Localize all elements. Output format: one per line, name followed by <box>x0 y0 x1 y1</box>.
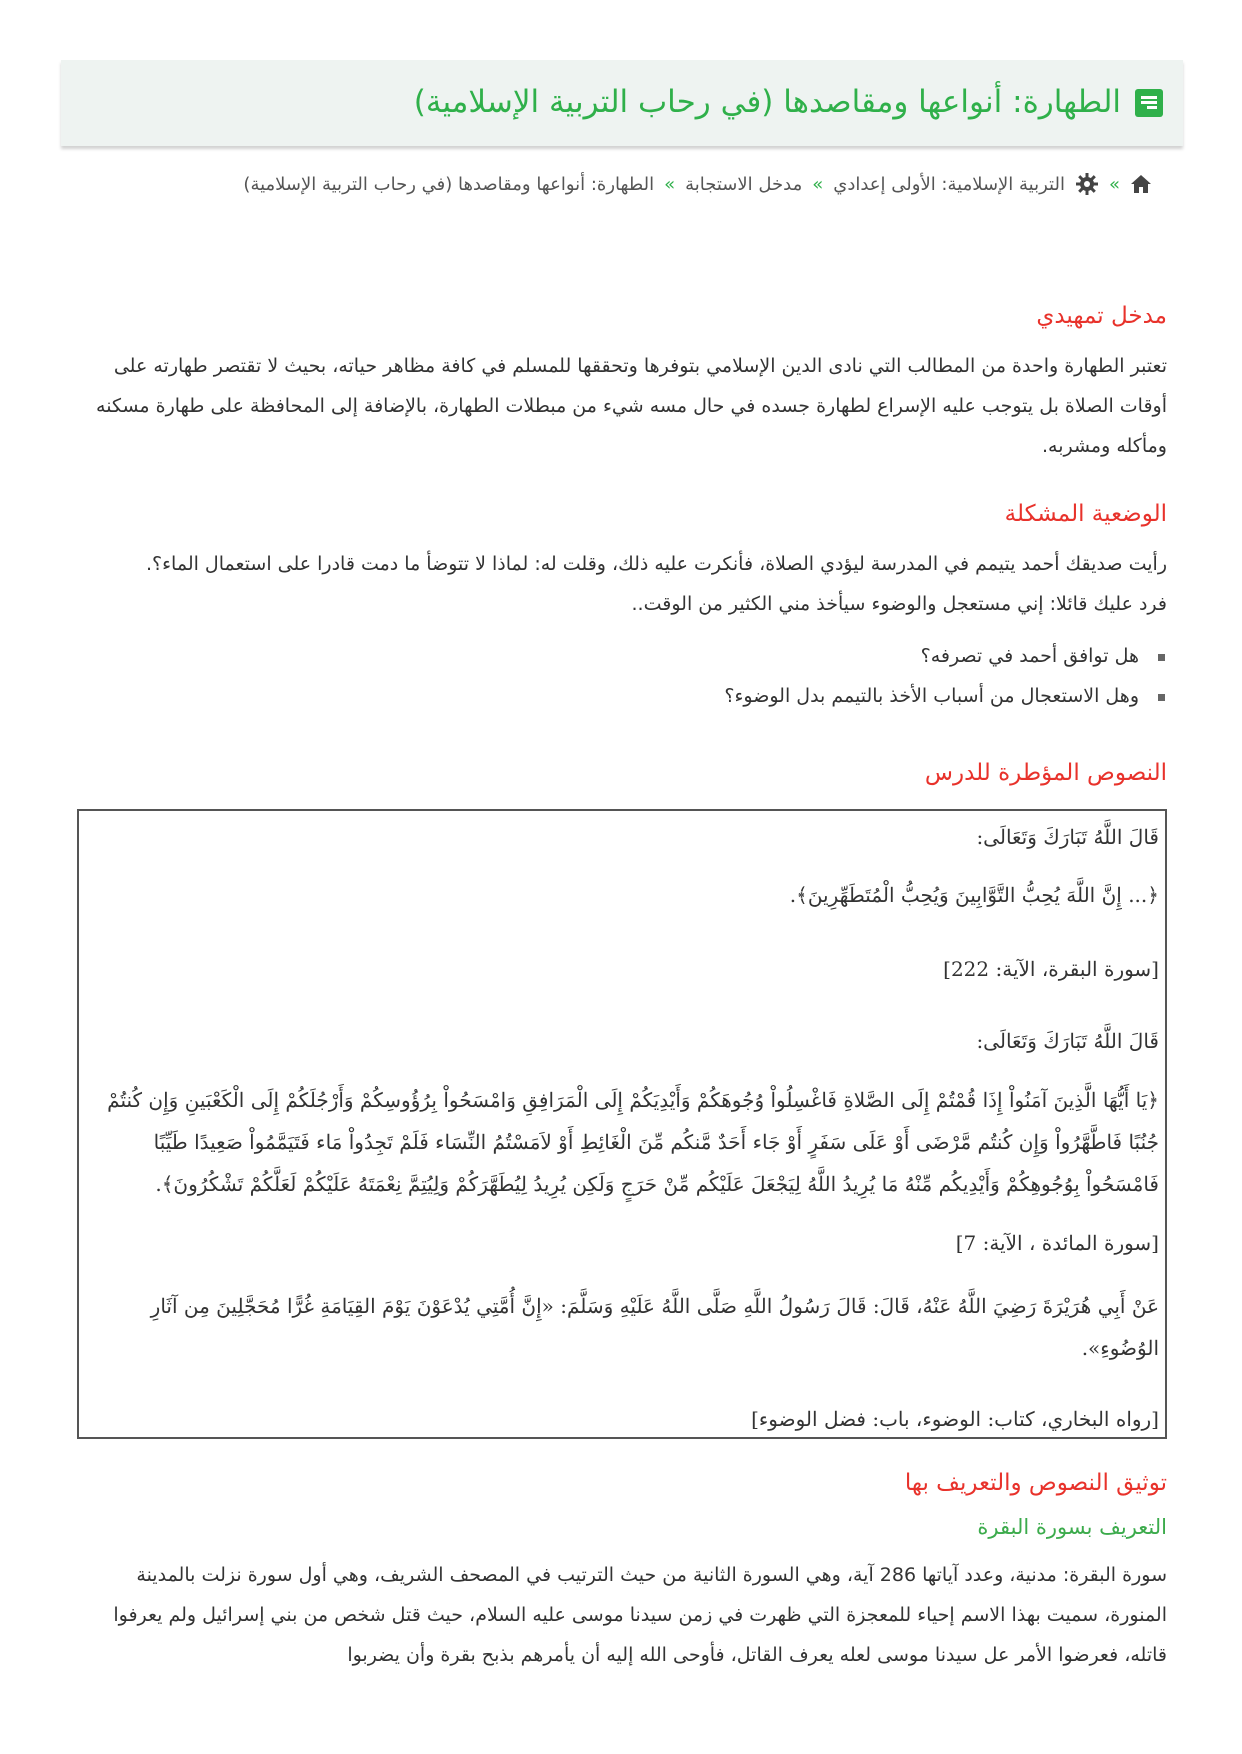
intro-text: تعتبر الطهارة واحدة من المطالب التي نادى الدين الإسلامي بتوفرها وتحققها للمسلم في كافة مظاهر حياته، بحيث لا تقتصر طهارته على أوقات الصلاة بل يتوجب عليه الإسراع لطهارة جسده في حال مسه شيء من مبطلات الطهارة، بالإضافة إلى المحافظة على طهارة مسكنه ومأكله ومشربه. <box>96 355 1167 458</box>
breadcrumb-separator: » <box>812 173 824 195</box>
verse-reference: [سورة البقرة، الآية: 222] <box>943 957 1159 981</box>
document-icon <box>1135 89 1163 117</box>
verse-reference: [سورة المائدة ، الآية: 7] <box>955 1231 1159 1255</box>
intro-heading: مدخل تمهيدي <box>1036 303 1167 329</box>
page-title-bar <box>61 60 1183 146</box>
documentation-heading: توثيق النصوص والتعريف بها <box>904 1470 1167 1496</box>
problem-heading: الوضعية المشكلة <box>1004 501 1167 527</box>
hadith-reference: [رواه البخاري، كتاب: الوضوء، باب: فضل الوضوء] <box>751 1407 1159 1431</box>
problem-section <box>75 498 1167 716</box>
problem-line-1: رأيت صديقك أحمد يتيمم في المدرسة ليؤدي الصلاة، فأنكرت عليه ذلك، وقلت له: لماذا لا تتوضأ ما دمت قادرا على استعمال الماء؟. <box>145 553 1167 576</box>
verse-text: ﴿... إِنَّ اللَّهَ يُحِبُّ التَّوَّابِينَ وَيُحِبُّ الْمُتَطَهِّرِينَ﴾. <box>789 883 1159 907</box>
documentation-subheading: التعريف بسورة البقرة <box>977 1515 1167 1540</box>
breadcrumb <box>243 166 1152 202</box>
texts-box <box>77 809 1167 1439</box>
verse-intro: قَالَ اللَّهُ تَبَارَكَ وَتَعَالَى: <box>976 1029 1159 1053</box>
hadith-text: عَنْ أَبِي هُرَيْرَةَ رَضِيَ اللَّهُ عَنْهُ، قَالَ: قَالَ رَسُولُ اللَّهِ صَلَّى اللَّهُ عَلَيْهِ وَسَلَّمَ: «إِنَّ أُمَّتِي يُدْعَوْنَ يَوْمَ القِيَامَةِ غُرًّا مُحَجَّلِينَ مِن آثَارِ الوُضُوءِ». <box>150 1294 1159 1360</box>
page-title: الطهارة: أنواعها ومقاصدها (في رحاب التربية الإسلامية) <box>413 84 1121 121</box>
problem-line-2: فرد عليك قائلا: إني مستعجل والوضوء سيأخذ مني الكثير من الوقت.. <box>631 593 1167 616</box>
breadcrumb-item-current: الطهارة: أنواعها ومقاصدها (في رحاب التربية الإسلامية) <box>243 173 655 195</box>
questions-list <box>75 636 1167 716</box>
breadcrumb-item-course[interactable]: التربية الإسلامية: الأولى إعدادي <box>833 173 1065 195</box>
documentation-section <box>75 1467 1167 1675</box>
gear-icon[interactable] <box>1075 172 1099 196</box>
documentation-text: سورة البقرة: مدنية، وعدد آياتها 286 آية، وهي السورة الثانية من حيث الترتيب في المصحف الشريف، وهي أول سورة نزلت بالمدينة المنورة، سميت بهذا الاسم إحياء للمعجزة التي ظهرت في زمن سيدنا موسى عليه السلام، حيث قتل شخص من بني إسرائيل ولم يعرفوا قاتله، فعرضوا الأمر عل سيدنا موسى لعله يعرف القاتل، فأوحى الله إليه أن يأمرهم بذبح بقرة وأن يضربوا <box>113 1563 1167 1666</box>
intro-section <box>75 300 1167 466</box>
list-item: وهل الاستعجال من أسباب الأخذ بالتيمم بدل الوضوء؟ <box>75 676 1139 716</box>
list-item: هل توافق أحمد في تصرفه؟ <box>75 636 1139 676</box>
breadcrumb-separator: » <box>664 173 676 195</box>
texts-section <box>75 757 1167 803</box>
home-icon[interactable] <box>1130 174 1152 194</box>
breadcrumb-item-module[interactable]: مدخل الاستجابة <box>685 173 803 195</box>
verse-intro: قَالَ اللَّهُ تَبَارَكَ وَتَعَالَى: <box>976 825 1159 849</box>
texts-heading: النصوص المؤطرة للدرس <box>924 760 1167 786</box>
breadcrumb-separator: » <box>1108 173 1120 195</box>
verse-text: ﴿يَا أَيُّهَا الَّذِينَ آمَنُواْ إِذَا قُمْتُمْ إِلَى الصَّلاةِ فَاغْسِلُواْ وُجُوهَكُمْ وَأَيْدِيَكُمْ إِلَى الْمَرَافِقِ وَامْسَحُواْ بِرُؤُوسِكُمْ وَأَرْجُلَكُمْ إِلَى الْكَعْبَينِ وَإِن كُنتُمْ جُنُبًا فَاطَّهَّرُواْ وَإِن كُنتُم مَّرْضَى أَوْ عَلَى سَفَرٍ أَوْ جَاء أَحَدٌ مَّنكُم مِّنَ الْغَائِطِ أَوْ لاَمَسْتُمُ النِّسَاء فَلَمْ تَجِدُواْ مَاء فَتَيَمَّمُواْ صَعِيدًا طَيِّبًا فَامْسَحُواْ بِوُجُوهِكُمْ وَأَيْدِيكُم مِّنْهُ مَا يُرِيدُ اللَّهُ لِيَجْعَلَ عَلَيْكُم مِّنْ حَرَجٍ وَلَكِن يُرِيدُ لِيُطَهَّرَكُمْ وَلِيُتِمَّ نِعْمَتَهُ عَلَيْكُمْ لَعَلَّكُمْ تَشْكُرُونَ﴾. <box>107 1088 1159 1196</box>
